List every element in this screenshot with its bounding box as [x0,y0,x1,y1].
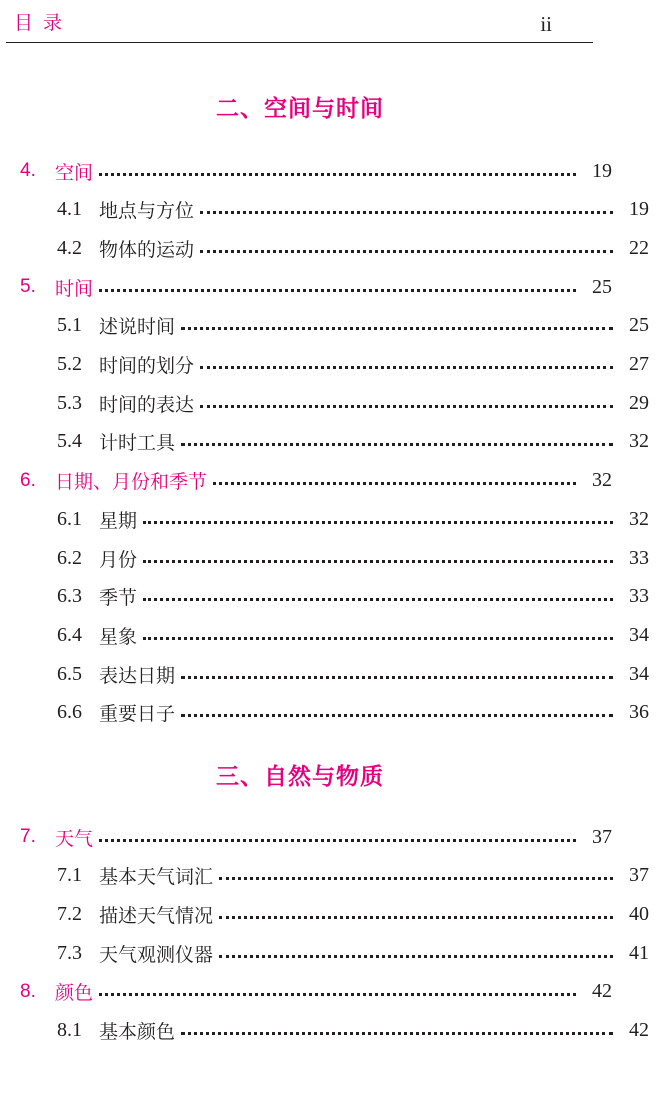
entry-page-number: 36 [629,701,649,724]
entry-page-number: 40 [629,902,649,925]
entry-title: 季节 [99,587,138,610]
dot-leader [181,714,613,717]
entry-number: 7.1 [57,864,82,887]
entry-title: 天气 [55,827,94,850]
header-title: 目录 [14,12,73,34]
entry-title: 星象 [99,625,138,648]
entry-number: 5.1 [57,314,82,337]
dot-leader [143,637,613,640]
toc-section-entry[interactable] [0,859,657,893]
entry-title: 表达日期 [99,664,176,687]
entry-number: 6. [20,469,36,491]
entry-title: 时间 [55,277,94,300]
dot-leader [200,366,613,369]
dot-leader [181,1032,613,1035]
header-rule [6,42,593,43]
toc-section-entry[interactable] [0,193,657,227]
dot-leader [181,676,613,679]
entry-page-number: 32 [629,507,649,530]
entry-page-number: 37 [592,825,612,848]
entry-number: 4.1 [57,198,82,221]
dot-leader [99,839,576,842]
entry-title: 时间的划分 [99,355,195,377]
dot-leader [200,250,613,253]
toc-section-entry[interactable] [0,580,657,614]
dot-leader [200,211,613,214]
entry-page-number: 41 [629,941,649,964]
dot-leader [99,173,576,176]
toc-section-entry[interactable] [0,696,657,730]
entry-page-number: 42 [592,980,612,1003]
toc-section-entry[interactable] [0,386,657,420]
toc-section-entry[interactable] [0,936,657,970]
entry-number: 8. [20,980,36,1002]
entry-number: 5. [20,276,36,298]
dot-leader [143,521,613,524]
toc-chapter-entry[interactable] [0,270,620,304]
dot-leader [219,955,613,958]
entry-page-number: 33 [629,585,649,608]
dot-leader [143,560,613,563]
toc-chapter-entry[interactable] [0,820,620,854]
entry-title: 颜色 [55,982,94,1005]
toc-section-entry[interactable] [0,502,657,536]
header-page-number: ii [540,12,552,36]
entry-page-number: 25 [592,275,612,298]
entry-number: 6.5 [57,662,82,685]
dot-leader [99,289,576,292]
dot-leader [219,877,613,880]
running-header [0,0,600,44]
entry-title: 述说时间 [99,316,176,339]
entry-page-number: 32 [592,469,612,492]
entry-page-number: 42 [629,1019,649,1041]
dot-leader [200,405,613,408]
entry-number: 6.4 [57,623,82,646]
entry-title: 日期、月份和季节 [55,471,208,494]
entry-number: 6.2 [57,546,82,569]
dot-leader [213,482,576,485]
entry-page-number: 19 [592,159,612,182]
dot-leader [143,598,613,601]
entry-number: 7.2 [57,902,82,925]
toc-section-entry[interactable] [0,309,657,343]
entry-number: 6.3 [57,585,82,608]
entry-page-number: 34 [629,623,649,646]
entry-title: 月份 [99,548,138,571]
entry-number: 7. [20,826,36,847]
toc-chapter-entry[interactable] [0,975,620,1009]
toc-chapter-entry[interactable] [0,154,620,188]
entry-title: 地点与方位 [99,200,195,223]
toc-section-entry[interactable] [0,618,657,652]
toc-section-entry[interactable] [0,348,657,382]
entry-title: 描述天气情况 [99,904,214,927]
entry-number: 8.1 [57,1019,82,1041]
entry-title: 天气观测仪器 [99,943,214,966]
toc-chapter-entry[interactable] [0,464,620,498]
entry-page-number: 29 [629,391,649,414]
section-title: 二、空间与时间 [216,96,384,122]
entry-page-number: 19 [629,198,649,221]
entry-title: 重要日子 [99,703,176,726]
entry-number: 5.2 [57,353,82,375]
entry-number: 4. [20,160,36,181]
dot-leader [181,443,613,446]
entry-page-number: 34 [629,662,649,685]
entry-number: 7.3 [57,941,82,964]
dot-leader [181,327,613,330]
entry-title: 时间的表达 [99,393,195,416]
toc-section-entry[interactable] [0,541,657,575]
entry-number: 4.2 [57,236,82,259]
entry-page-number: 22 [629,236,649,259]
toc-section-entry[interactable] [0,897,657,931]
toc-section-entry[interactable] [0,1014,657,1048]
entry-number: 5.4 [57,430,82,453]
entry-page-number: 27 [629,353,649,375]
toc-section-entry[interactable] [0,231,657,265]
entry-page-number: 32 [629,430,649,453]
section-title: 三、自然与物质 [216,764,384,790]
entry-number: 6.6 [57,701,82,724]
toc-section-entry[interactable] [0,657,657,691]
toc-section-entry[interactable] [0,425,657,459]
entry-page-number: 33 [629,546,649,569]
entry-page-number: 37 [629,864,649,887]
entry-title: 基本天气词汇 [99,866,214,889]
entry-title: 空间 [55,161,94,184]
entry-title: 物体的运动 [99,238,195,261]
entry-title: 基本颜色 [99,1021,176,1043]
entry-page-number: 25 [629,314,649,337]
dot-leader [99,993,576,996]
dot-leader [219,916,613,919]
entry-number: 5.3 [57,391,82,414]
entry-title: 星期 [99,509,138,532]
entry-number: 6.1 [57,507,82,530]
entry-title: 计时工具 [99,432,176,455]
